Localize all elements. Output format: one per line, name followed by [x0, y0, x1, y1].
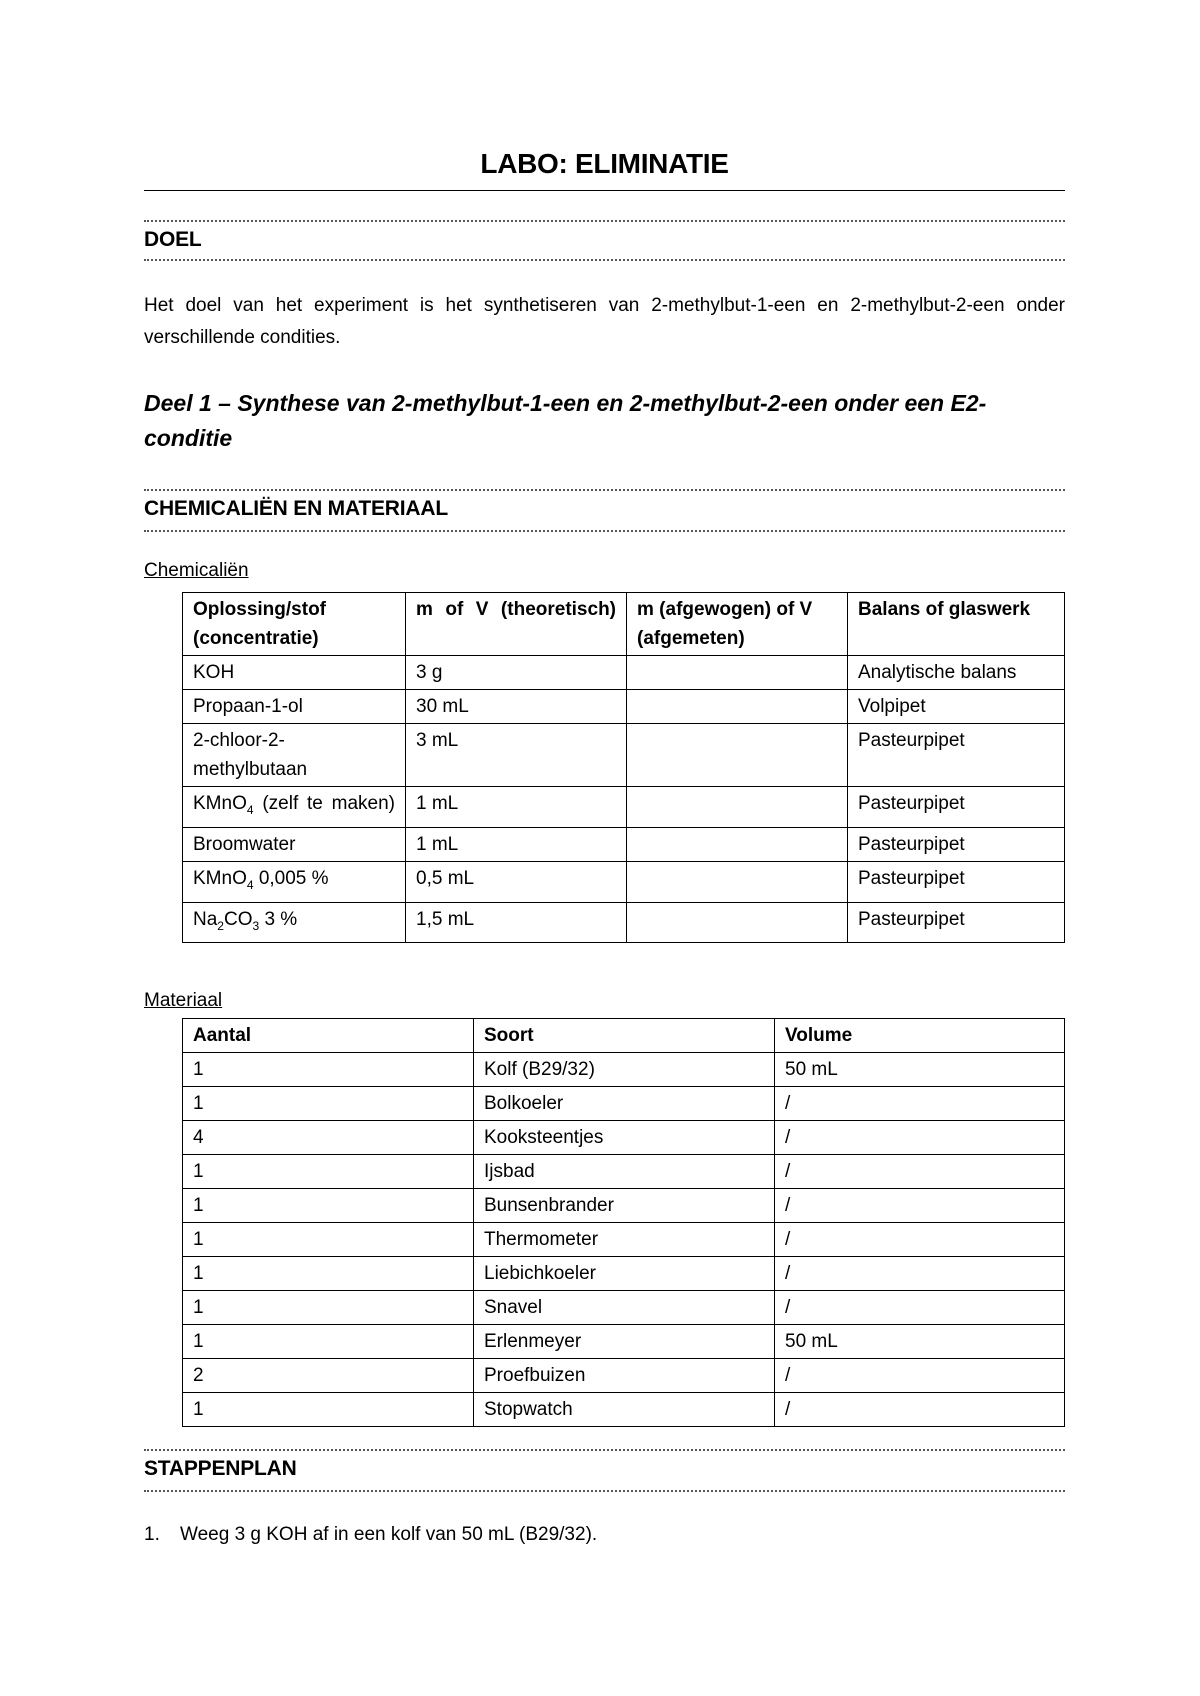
table-cell: Erlenmeyer	[474, 1325, 775, 1359]
table-cell: Liebichkoeler	[474, 1257, 775, 1291]
table-row	[183, 1189, 1065, 1223]
table-cell: 1	[183, 1155, 474, 1189]
table-cell: 1 mL	[406, 827, 627, 861]
section-heading-doel: DOEL	[144, 228, 202, 251]
table-cell	[627, 724, 848, 787]
section-divider	[144, 1449, 1065, 1451]
step-text: Weeg 3 g KOH af in een kolf van 50 mL (B29/32).	[180, 1524, 598, 1545]
section-heading-chemicalien-materiaal: CHEMICALIËN EN MATERIAAL	[144, 497, 448, 520]
doel-paragraph: Het doel van het experiment is het synthetiseren van 2-methylbut-1-een en 2-methylbut-2-een onder verschillende condities.	[144, 295, 1065, 348]
table-cell	[627, 787, 848, 828]
table-header-cell: m of V (theoretisch)	[406, 593, 627, 656]
section-divider	[144, 489, 1065, 491]
chem-formula: KMnO$_4$ 0,005 %	[193, 867, 329, 892]
table-cell: /	[775, 1121, 1065, 1155]
table-cell: Broomwater	[183, 827, 406, 861]
table-header-row	[183, 593, 1065, 656]
table-row	[183, 1257, 1065, 1291]
table-cell: 1	[183, 1291, 474, 1325]
table-header-cell: Aantal	[183, 1019, 474, 1053]
chem-formula: KMnO$_4$ (zelf te maken)	[193, 793, 395, 817]
table-cell: Pasteurpipet	[848, 827, 1065, 861]
table-cell	[627, 861, 848, 902]
table-header-cell: Oplossing/stof (concentratie)	[183, 593, 406, 656]
table-cell: /	[775, 1257, 1065, 1291]
table-row	[183, 1155, 1065, 1189]
table-cell: 1,5 mL	[406, 902, 627, 943]
table-cell: 2	[183, 1359, 474, 1393]
table-cell: Kolf (B29/32)	[474, 1053, 775, 1087]
table-cell: Pasteurpipet	[848, 787, 1065, 828]
table-row	[183, 1087, 1065, 1121]
deel-1-heading: Deel 1 – Synthese van 2-methylbut-1-een en 2-methylbut-2-een onder een E2-conditie	[144, 390, 987, 451]
table-row	[183, 902, 1065, 943]
table-cell	[627, 827, 848, 861]
table-cell: /	[775, 1155, 1065, 1189]
table-cell	[627, 656, 848, 690]
table-cell: 30 mL	[406, 690, 627, 724]
table-cell	[183, 902, 406, 943]
table-row	[183, 1223, 1065, 1257]
table-cell: /	[775, 1359, 1065, 1393]
chemicalien-table	[182, 592, 1065, 943]
table-cell: 1	[183, 1223, 474, 1257]
chem-name: 2-chloor-2-methylbutaan	[193, 730, 308, 780]
table-cell: Stopwatch	[474, 1393, 775, 1427]
section-divider	[144, 259, 1065, 261]
table-cell: Pasteurpipet	[848, 902, 1065, 943]
table-cell: 3 g	[406, 656, 627, 690]
table-cell: 1	[183, 1257, 474, 1291]
table-cell: Analytische balans	[848, 656, 1065, 690]
document-title: LABO: ELIMINATIE	[480, 148, 729, 179]
table-cell: Kooksteentjes	[474, 1121, 775, 1155]
table-cell: /	[775, 1087, 1065, 1121]
table-cell: Thermometer	[474, 1223, 775, 1257]
table-cell: Propaan-1-ol	[183, 690, 406, 724]
table-cell: 1	[183, 1189, 474, 1223]
table-row	[183, 724, 1065, 787]
table-cell: Pasteurpipet	[848, 861, 1065, 902]
step-number: 1.	[144, 1524, 160, 1545]
table-header-cell: Volume	[775, 1019, 1065, 1053]
table-row	[183, 1325, 1065, 1359]
table-cell: /	[775, 1393, 1065, 1427]
table-cell: 1 mL	[406, 787, 627, 828]
table-row	[183, 690, 1065, 724]
table-header-row	[183, 1019, 1065, 1053]
table-cell: 1	[183, 1393, 474, 1427]
table-cell: 1	[183, 1087, 474, 1121]
table-cell	[183, 787, 406, 828]
chem-formula: $Na_2CO_3$ 3 %	[193, 908, 298, 933]
section-divider	[144, 1490, 1065, 1492]
section-heading-stappenplan: STAPPENPLAN	[144, 1457, 297, 1480]
table-cell: /	[775, 1291, 1065, 1325]
table-cell	[627, 902, 848, 943]
chemicalien-subtitle: Chemicaliën	[144, 560, 249, 581]
table-cell: 1	[183, 1325, 474, 1359]
table-header-cell: Soort	[474, 1019, 775, 1053]
table-header-cell: Balans of glaswerk	[848, 593, 1065, 656]
table-cell: 50 mL	[775, 1325, 1065, 1359]
table-header-cell: m (afgewogen) of V (afgemeten)	[627, 593, 848, 656]
table-cell: Ijsbad	[474, 1155, 775, 1189]
table-cell	[183, 724, 406, 787]
table-cell: /	[775, 1223, 1065, 1257]
materiaal-subtitle: Materiaal	[144, 990, 223, 1011]
table-cell: /	[775, 1189, 1065, 1223]
materiaal-table	[182, 1018, 1065, 1427]
table-cell: Bunsenbrander	[474, 1189, 775, 1223]
table-cell: Bolkoeler	[474, 1087, 775, 1121]
table-row	[183, 787, 1065, 828]
table-row	[183, 827, 1065, 861]
table-cell: Snavel	[474, 1291, 775, 1325]
table-cell: 50 mL	[775, 1053, 1065, 1087]
table-cell: KOH	[183, 656, 406, 690]
section-divider	[144, 220, 1065, 222]
table-cell: 3 mL	[406, 724, 627, 787]
table-row	[183, 861, 1065, 902]
table-cell	[183, 861, 406, 902]
table-cell: 4	[183, 1121, 474, 1155]
table-row	[183, 1053, 1065, 1087]
table-row	[183, 1291, 1065, 1325]
table-row	[183, 656, 1065, 690]
table-cell	[627, 690, 848, 724]
table-row	[183, 1121, 1065, 1155]
table-row	[183, 1393, 1065, 1427]
table-cell: Proefbuizen	[474, 1359, 775, 1393]
table-cell: 1	[183, 1053, 474, 1087]
step-item	[144, 1524, 597, 1546]
table-cell: Volpipet	[848, 690, 1065, 724]
table-cell: 0,5 mL	[406, 861, 627, 902]
section-divider	[144, 530, 1065, 532]
table-cell: Pasteurpipet	[848, 724, 1065, 787]
title-underline	[144, 190, 1065, 191]
table-row	[183, 1359, 1065, 1393]
